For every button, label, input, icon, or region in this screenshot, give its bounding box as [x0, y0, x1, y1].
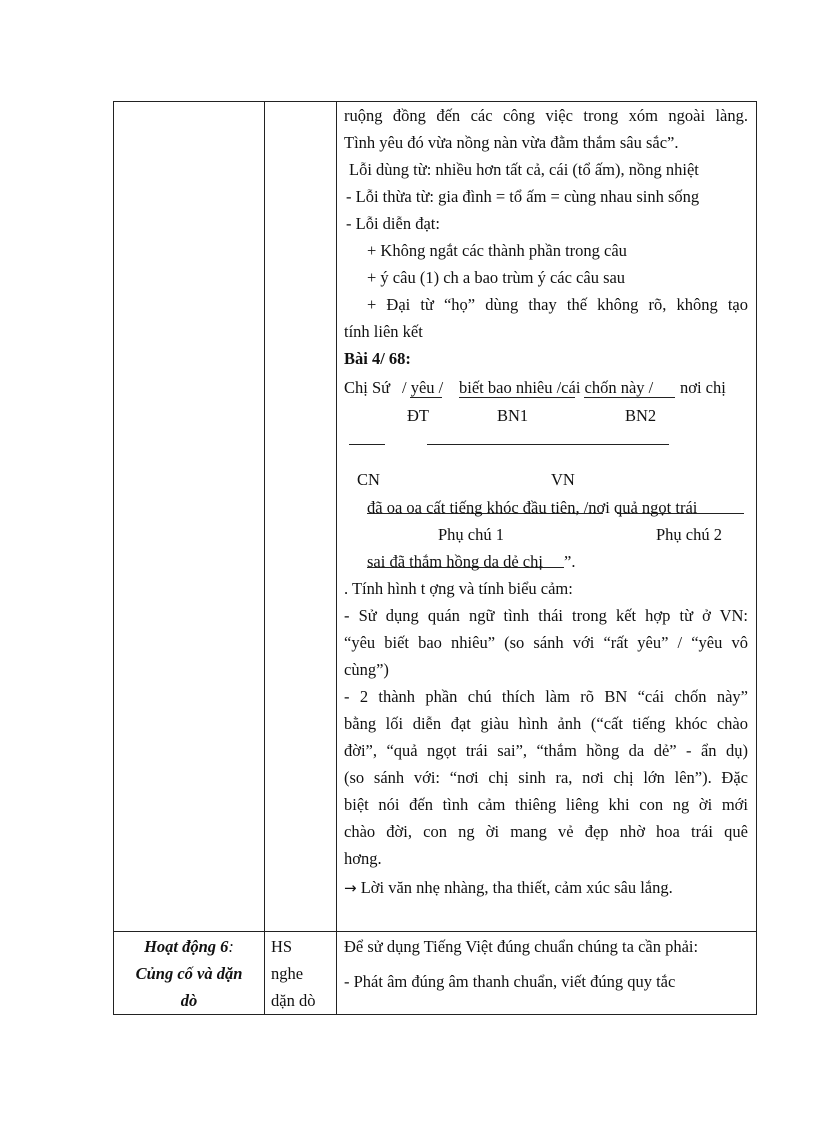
activity-title [114, 933, 264, 960]
text-line: + Không ngắt các thành phần trong câu [367, 241, 627, 260]
text-line: ruộng đồng đến các công việc trong xóm ngoài làng. [344, 106, 748, 125]
example-subject: Chị Sứ [344, 378, 391, 397]
underline-phu-chu-2 [617, 513, 744, 514]
conclusion-line [344, 874, 673, 902]
label-phu-chu-1: Phụ chú 1 [438, 525, 504, 544]
text-line: cùng”) [344, 660, 389, 679]
text-line: - Lỗi thừa từ: gia đình = tổ ấm = cùng nhau sinh sống [346, 187, 700, 206]
text-line: - 2 thành phần chú thích làm rõ BN “cái chốn này” [344, 687, 748, 706]
text-line: + ý câu (1) ch a bao trùm ý các câu sau [367, 268, 626, 287]
label-bn1: BN1 [497, 406, 529, 425]
parenthetical-line-2-end: ”. [564, 552, 576, 571]
text-line: + Đại từ “họ” dùng thay thế không rõ, không tạo [367, 295, 748, 314]
underline-verb [410, 397, 442, 398]
example-verb: / yêu / [402, 378, 444, 397]
student-line: nghe [271, 964, 304, 983]
underline-phu-chu-1 [367, 513, 603, 514]
label-cn: CN [357, 470, 380, 489]
summary-line: Để sử dụng Tiếng Việt đúng chuẩn chúng ta cần phải: [344, 937, 699, 956]
parenthetical-line: đã oa oa cất tiếng khóc đầu tiên, /nơi quả ngọt trái [367, 498, 698, 517]
underline-vn [427, 444, 669, 445]
label-bn2: BN2 [625, 406, 657, 425]
text-line: biệt nói đến tình cảm thiêng liêng khi con ng ời mới [344, 795, 748, 814]
parenthetical-line-2: sai đã thắm hồng da dẻ chị [367, 552, 543, 571]
lesson-table [113, 101, 757, 1015]
underline-bn2 [584, 397, 675, 398]
student-line: dặn dò [271, 991, 316, 1010]
column-divider-1 [264, 102, 265, 1014]
exercise-heading: Bài 4/ 68: [344, 349, 411, 368]
activity-title-text: Hoạt động 6 [144, 937, 229, 956]
activity-subtitle-2: dò [180, 991, 198, 1010]
text-line: “yêu biết bao nhiêu” (so sánh với “rất yêu” / “yêu vô [344, 633, 748, 652]
text-line: hơng. [344, 849, 382, 868]
student-line: HS [271, 937, 293, 956]
text-line: bằng lối diễn đạt giàu hình ảnh (“cất tiếng khóc chào [344, 714, 748, 733]
activity-title-colon: : [228, 937, 234, 956]
text-line: Lỗi dùng từ: nhiều hơn tất cả, cái (tổ ấm), nồng nhiệt [349, 160, 699, 179]
text-line: . Tính hình t ợng và tính biểu cảm: [344, 579, 573, 598]
text-line: Tình yêu đó vừa nồng nàn vừa đằm thắm sâu sắc”. [344, 133, 679, 152]
example-objects: biết bao nhiêu /cái chốn này / [459, 378, 654, 397]
conclusion-text: Lời văn nhẹ nhàng, tha thiết, cảm xúc sâu lắng. [360, 878, 673, 897]
summary-line: - Phát âm đúng âm thanh chuẩn, viết đúng quy tắc [344, 972, 676, 991]
example-continue: nơi chị [680, 378, 726, 397]
label-phu-chu-2: Phụ chú 2 [656, 525, 722, 544]
underline-cn [349, 444, 385, 445]
text-line: - Sử dụng quán ngữ tình thái trong kết hợp từ ở VN: [344, 606, 748, 625]
text-line: - Lỗi diễn đạt: [346, 214, 440, 233]
row-divider [114, 931, 756, 932]
label-vn: VN [551, 470, 575, 489]
text-line: đời”, “quả ngọt trái sai”, “thắm hồng da dẻ” - ẩn dụ) [344, 741, 748, 760]
text-line: (so sánh với: “nơi chị sinh ra, nơi chị lớn lên”). Đặc [344, 768, 748, 787]
text-line: tính liên kết [344, 322, 423, 341]
underline-bn1 [459, 397, 575, 398]
underline-phu-chu-2-cont [367, 567, 564, 568]
label-dt: ĐT [407, 406, 429, 425]
text-line: chào đời, con ng ời mang vẻ đẹp nhờ hoa trái quê [344, 822, 748, 841]
right-arrow-icon: → [344, 879, 357, 897]
activity-subtitle: Củng cố và dặn [135, 964, 243, 983]
column-divider-2 [336, 102, 337, 1014]
